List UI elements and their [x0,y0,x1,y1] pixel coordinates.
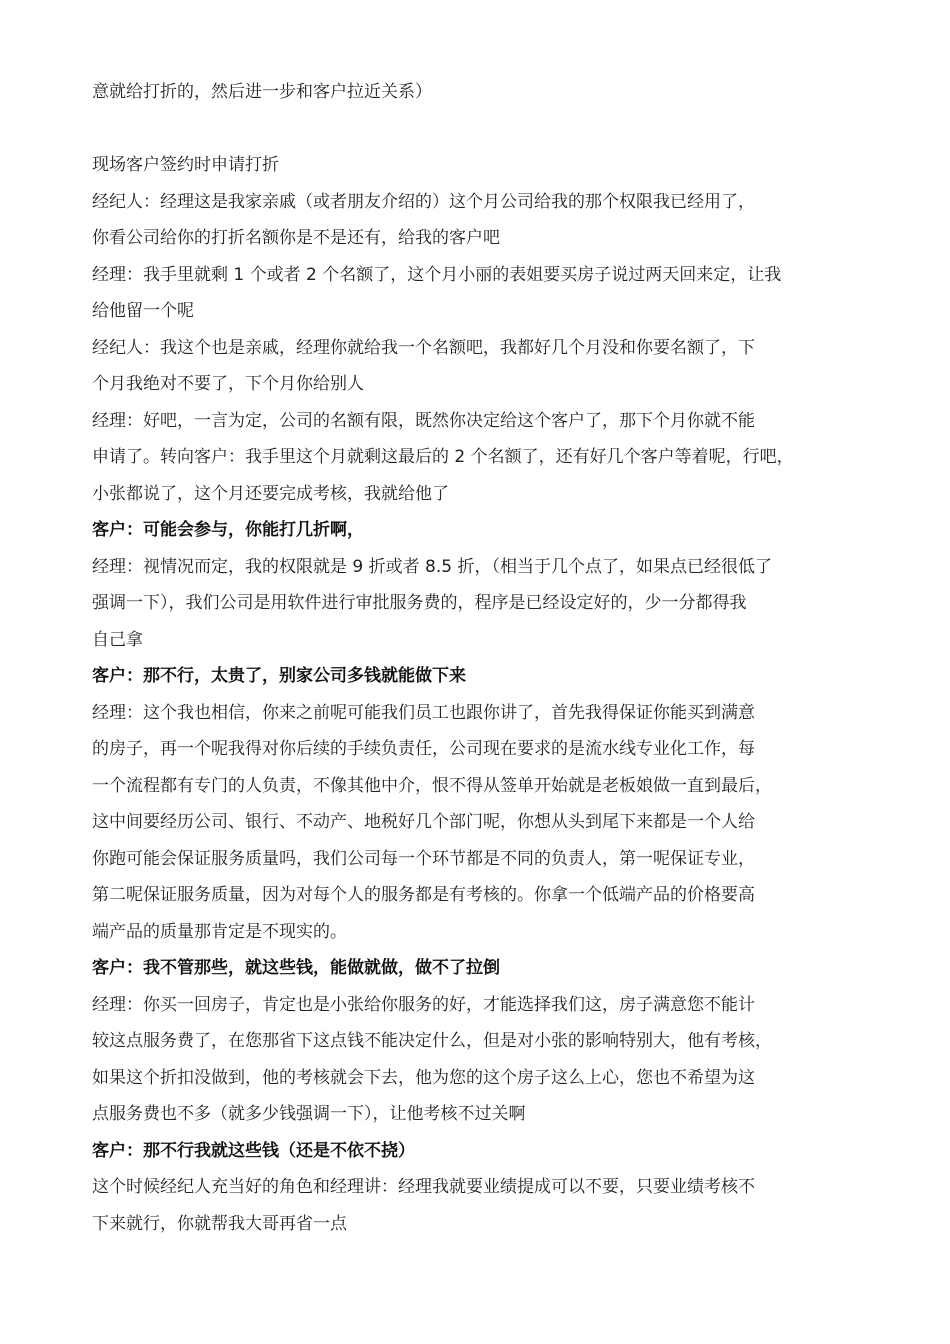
text-line: 经理：你买一回房子，肯定也是小张给你服务的好，才能选择我们这，房子满意您不能计 [92,994,755,1015]
customer-line: 客户：那不行我就这些钱（还是不依不挠） [92,1140,415,1161]
text-line: 端产品的质量那肯定是不现实的。 [92,921,347,942]
text-line: 这个时候经纪人充当好的角色和经理讲：经理我就要业绩提成可以不要，只要业绩考核不 [92,1177,755,1197]
section-heading: 现场客户签约时申请打折 [92,155,279,175]
customer-line: 客户：可能会参与，你能打几折啊， [92,520,364,540]
text-line: 小张都说了，这个月还要完成考核，我就给他了 [92,483,449,504]
text-line: 经纪人：我这个也是亲戚，经理你就给我一个名额吧，我都好几个月没和你要名额了，下 [92,337,755,358]
blank-line [92,111,872,148]
text-line: 的房子，再一个呢我得对你后续的手续负责任，公司现在要求的是流水线专业化工作，每 [92,739,755,759]
text-line: 经理：好吧，一言为定，公司的名额有限，既然你决定给这个客户了，那下个月你就不能 [92,410,755,431]
text-line: 经理：视情况而定，我的权限就是 9 折或者 8.5 折，（相当于几个点了，如果点已经很低了 [92,556,772,577]
text-line: 自己拿 [92,629,143,650]
text-line: 下来就行，你就帮我大哥再省一点 [92,1213,347,1234]
customer-line: 客户：我不管那些，就这些钱，能做就做，做不了拉倒 [92,958,500,978]
text-line: 你跑可能会保证服务质量吗，我们公司每一个环节都是不同的负责人，第一呢保证专业， [92,848,755,869]
text-line: 强调一下），我们公司是用软件进行审批服务费的，程序是已经设定好的，少一分都得我 [92,593,747,613]
text-line: 这中间要经历公司、银行、不动产、地税好几个部门呢，你想从头到尾下来都是一个人给 [92,812,755,832]
text-line: 如果这个折扣没做到，他的考核就会下去，他为您的这个房子这么上心，您也不希望为这 [92,1067,755,1088]
text-line: 经纪人：经理这是我家亲戚（或者朋友介绍的）这个月公司给我的那个权限我已经用了， [92,191,755,212]
text-line: 你看公司给你的打折名额你是不是还有，给我的客户吧 [92,228,500,248]
text-line: 第二呢保证服务质量，因为对每个人的服务都是有考核的。你拿一个低端产品的价格要高 [92,885,755,905]
text-line: 一个流程都有专门的人负责，不像其他中介，恨不得从签单开始就是老板娘做一直到最后， [92,775,772,796]
text-line: 申请了。转向客户：我手里这个月就剩这最后的 2 个名额了，还有好几个客户等着呢，行吧， [92,447,794,467]
text-line: 点服务费也不多（就多少钱强调一下），让他考核不过关啊 [92,1104,526,1124]
text-line: 给他留一个呢 [92,301,194,321]
document-body [92,74,872,1242]
text-line: 经理：我手里就剩 1 个或者 2 个名额了，这个月小丽的表姐要买房子说过两天回来定，让我 [92,264,782,285]
customer-line: 客户：那不行，太贵了，别家公司多钱就能做下来 [92,666,466,686]
text-line: 较这点服务费了，在您那省下这点钱不能决定什么，但是对小张的影响特别大，他有考核， [92,1031,772,1051]
text-line: 个月我绝对不要了，下个月你给别人 [92,374,364,394]
text-line: 经理：这个我也相信，你来之前呢可能我们员工也跟你讲了，首先我得保证你能买到满意 [92,702,755,723]
text-line: 意就给打折的，然后进一步和客户拉近关系） [92,82,432,102]
